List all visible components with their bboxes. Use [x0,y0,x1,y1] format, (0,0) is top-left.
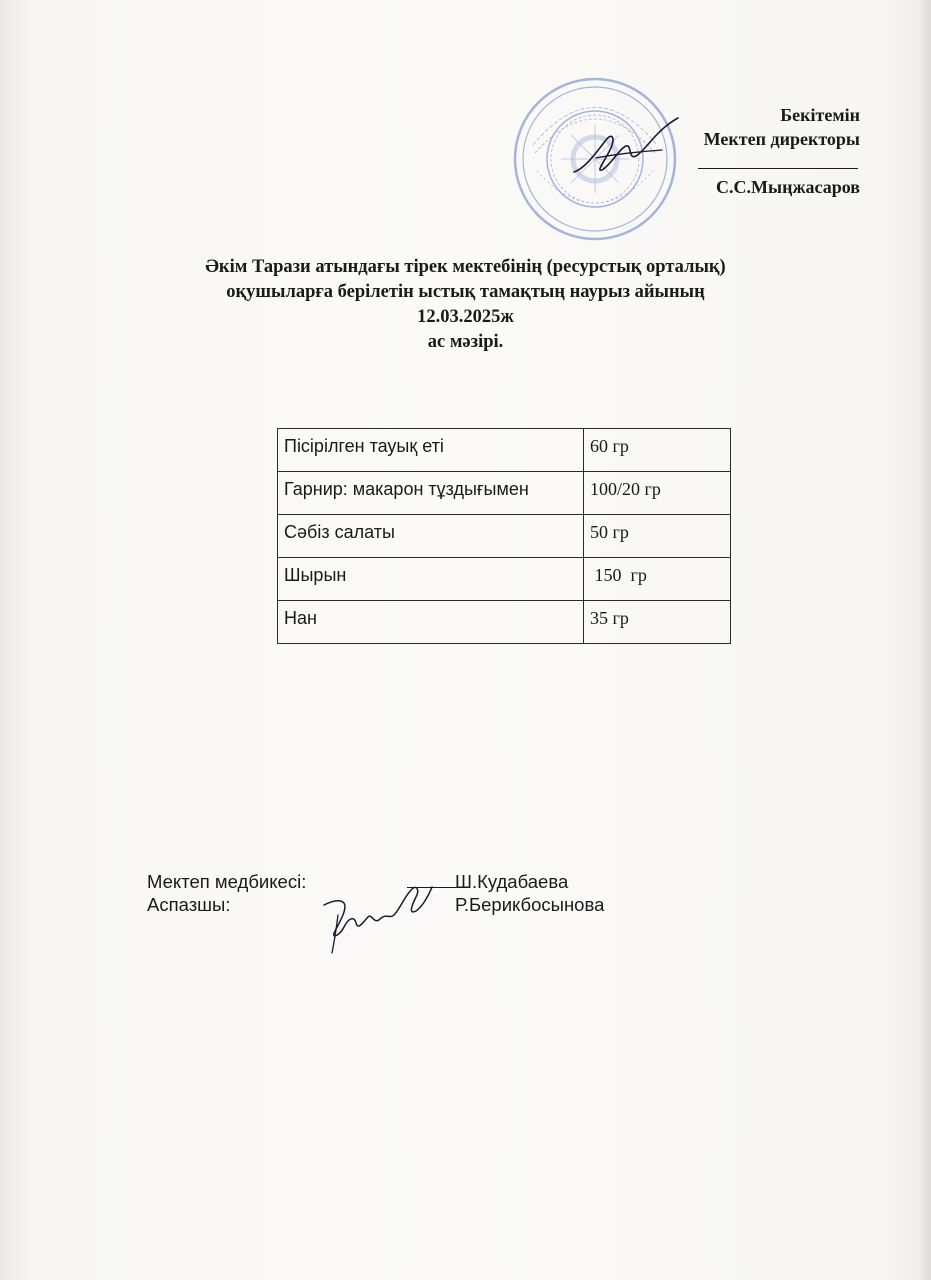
menu-item-name: Пісірілген тауық еті [278,429,584,472]
menu-item-amount: 50 гр [584,515,731,558]
menu-item-amount: 100/20 гр [584,472,731,515]
staff-signatures [147,870,647,916]
title-line-4: ас мәзірі. [427,332,504,352]
title-date: 12.03.2025ж [417,307,514,327]
table-row [278,601,731,644]
approval-block [560,103,860,199]
table-row [278,429,731,472]
staff-row-nurse [147,870,647,893]
menu-item-name: Гарнир: макарон тұздығымен [278,472,584,515]
table-row [278,515,731,558]
staff-name: Ш.Кудабаева [455,871,569,892]
staff-row-cook [147,893,647,916]
staff-name: Р.Берикбосынова [455,894,605,915]
staff-role: Мектеп медбикесі: [147,871,307,892]
menu-item-amount: 35 гр [584,601,731,644]
title-line-1: Әкім Тарази атындағы тірек мектебінің (ресурстық орталық) [205,257,726,277]
table-row [278,472,731,515]
approval-name-line [560,151,860,199]
document-title [100,255,831,355]
table-row [278,558,731,601]
director-sign-line [698,154,858,169]
menu-item-name: Нан [278,601,584,644]
menu-item-amount: 60 гр [584,429,731,472]
approval-heading: Бекітемін [780,105,860,125]
menu-table [277,428,731,644]
director-name: С.С.Мыңжасаров [716,177,860,197]
signature-line [407,887,457,888]
page-edge-shadow [919,0,931,1280]
title-line-2: оқушыларға берілетін ыстық тамақтың наурыз айының [226,282,705,302]
approval-position: Мектеп директоры [703,129,860,149]
menu-item-name: Шырын [278,558,584,601]
menu-item-amount: 150 гр [584,558,731,601]
menu-item-name: Сәбіз салаты [278,515,584,558]
staff-role: Аспазшы: [147,894,231,915]
